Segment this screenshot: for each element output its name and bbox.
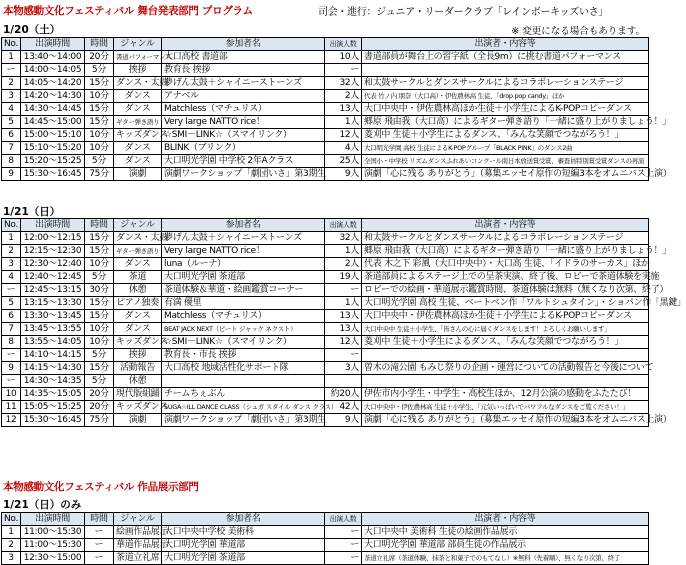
column-header-time: 出演時間 (21, 513, 85, 526)
table-row (2, 232, 649, 245)
cell-time: 14:05～14:20 (21, 77, 85, 90)
table-row (2, 129, 649, 142)
cell-content: 演劇「心に残る ありがとう」（募集エッセイ原作の短編3本をオムニバス上演） (362, 168, 649, 181)
table-row (2, 64, 649, 77)
table-row (2, 142, 649, 155)
cell-participant: BLINK（ブリンク） (162, 142, 325, 155)
cell-no: ー (2, 349, 21, 362)
table-row (2, 168, 649, 181)
cell-count: 12人 (325, 129, 362, 142)
cell-time: 15:30～16:45 (21, 414, 85, 427)
column-header-duration: 時間 (85, 38, 114, 51)
column-header-time: 出演時間 (21, 38, 85, 51)
cell-no: 6 (2, 129, 21, 142)
cell-participant: ☆SMI－LINK☆（スマイリンク） (162, 129, 325, 142)
cell-count: 13人 (325, 323, 362, 336)
cell-no: ー (2, 64, 21, 77)
cell-participant: 大口高校 地域活性化サポート隊 (162, 362, 325, 375)
column-header-content: 出演者・内容等 (362, 219, 649, 232)
cell-participant: アナベル (162, 90, 325, 103)
cell-content: 大口中央中・伊佐農林高ほか生徒＋小学生によるK-POPコピーダンス (362, 103, 649, 116)
cell-content: 郷原 飛由我（大口高）によるギター弾き語り「一緒に盛り上がりましょう！」 (362, 245, 649, 258)
cell-time: 14:30～14:35 (21, 375, 85, 388)
cell-duration: 15分 (85, 245, 114, 258)
cell-participant: 教育長 挨拶 (162, 64, 325, 77)
cell-time: 14:15～14:30 (21, 362, 85, 375)
cell-content: 代表 木之下 彩風（大口中央中）・大口高 生徒、「イドラのサーカス」ほか (362, 258, 649, 271)
column-header-genre: ジャンル (114, 219, 162, 232)
cell-count (325, 375, 362, 388)
cell-participant: ☆SMI－LINK☆（スマイリンク） (162, 336, 325, 349)
program-title: 本物感動文化フェスティバル 舞台発表部門 プログラム (3, 5, 253, 17)
cell-duration: 15分 (85, 103, 114, 116)
cell-time: 12:15～12:30 (21, 245, 85, 258)
cell-participant: 大口中央中学校 美術科 (162, 526, 325, 539)
cell-content: 和太鼓サークルとダンスサークルによるコラボレーションステージ (362, 77, 649, 90)
table-row (2, 51, 649, 64)
cell-count: 4人 (325, 142, 362, 155)
cell-duration: 15分 (85, 297, 114, 310)
table-row (2, 77, 649, 90)
cell-duration: 75分 (85, 168, 114, 181)
header-row (2, 219, 649, 232)
cell-count: 10人 (325, 51, 362, 64)
cell-duration: 10分 (85, 142, 114, 155)
cell-genre: 挨拶 (114, 64, 162, 77)
cell-no: 10 (2, 388, 21, 401)
cell-time: 13:40～14:00 (21, 51, 85, 64)
column-header-no: No. (2, 38, 21, 51)
cell-content: 菱刈中 生徒＋小学生によるダンス、「みんな笑顔でつながろう！」 (362, 129, 649, 142)
cell-genre: 華道作品展示 (114, 539, 162, 552)
cell-time: 12:00～12:15 (21, 232, 85, 245)
cell-no: 9 (2, 362, 21, 375)
cell-duration: 5分 (85, 64, 114, 77)
cell-count: 13人 (325, 310, 362, 323)
cell-duration: 15分 (85, 310, 114, 323)
cell-content: 伊佐市内小学生・中学生・高校生ほか、12月公演の感動をふたたび！ (362, 388, 649, 401)
cell-no: 3 (2, 90, 21, 103)
cell-no: 2 (2, 77, 21, 90)
cell-genre: 活動報告 (114, 362, 162, 375)
cell-genre: 絵画作品展示 (114, 526, 162, 539)
cell-duration: 15分 (85, 77, 114, 90)
cell-content: 大口明光学園 華道部 部員生徒の作品展示 (362, 539, 649, 552)
exhibit-title: 本物感動文化フェスティバル 作品展示部門 (3, 481, 199, 493)
cell-count: 1人 (325, 116, 362, 129)
cell-genre: ダンス (114, 323, 162, 336)
cell-duration: 15分 (85, 116, 114, 129)
cell-no: 3 (2, 258, 21, 271)
cell-count: 12人 (325, 336, 362, 349)
cell-no: 1 (2, 232, 21, 245)
cell-content: 大口明光学園 高校 生徒によるK-POPグループ「BLACK PINK」のダンス2曲 (362, 142, 649, 155)
column-header-no: No. (2, 513, 21, 526)
cell-participant: 大口明光学園 茶道部 (162, 552, 325, 565)
cell-genre: 書道パフォーマンス (114, 51, 162, 64)
table-row (2, 297, 649, 310)
cell-content: 大口中央中 生徒＋小学生、「皆さんの心に届くダンスをします！よろしくお願いします」 (362, 323, 649, 336)
column-header-time: 出演時間 (21, 219, 85, 232)
cell-time: 14:00～14:05 (21, 64, 85, 77)
column-header-count: 出演人数 (325, 219, 362, 232)
cell-genre: 演劇 (114, 168, 162, 181)
cell-genre: 演劇 (114, 414, 162, 427)
cell-duration: 20分 (85, 388, 114, 401)
cell-genre: 現代版組踊 (114, 388, 162, 401)
cell-no: 6 (2, 310, 21, 323)
cell-genre: キッズダンス (114, 401, 162, 414)
cell-content: ロビーでの絵画・華道展示鑑賞時間、茶道体験は無料（無くなり次第、終了） (362, 284, 649, 297)
cell-time: 14:30～14:45 (21, 103, 85, 116)
cell-duration: 10分 (85, 336, 114, 349)
table-row (2, 401, 649, 414)
cell-duration: 5分 (85, 349, 114, 362)
table-row (2, 323, 649, 336)
cell-time: 13:15～13:30 (21, 297, 85, 310)
column-header-genre: ジャンル (114, 513, 162, 526)
cell-duration: 10分 (85, 323, 114, 336)
cell-duration: ー (85, 526, 114, 539)
cell-content: 茶道立礼席（茶道体験、抹茶と和菓子でのもてなし）※無料（先着順）、無くなり次第、終了 (362, 552, 649, 565)
cell-time: 12:45～13:15 (21, 284, 85, 297)
column-header-participant: 参加者名 (162, 38, 325, 51)
table-row (2, 349, 649, 362)
cell-participant: 大口明光学園 華道部 (162, 539, 325, 552)
cell-duration: 15分 (85, 232, 114, 245)
cell-participant: 大口明光学園 茶道部 (162, 271, 325, 284)
cell-genre: キッズダンス (114, 129, 162, 142)
cell-time: 11:00～15:30 (21, 526, 85, 539)
cell-time: 13:45～13:55 (21, 323, 85, 336)
cell-count: 9人 (325, 168, 362, 181)
cell-count: 32人 (325, 232, 362, 245)
cell-participant: BEAT JACK NEXT（ビート ジャック ネクスト） (162, 323, 325, 336)
cell-participant: 大口明光学園 中学校 2年Aクラス (162, 155, 325, 168)
cell-time: 12:40～12:45 (21, 271, 85, 284)
cell-no: 2 (2, 245, 21, 258)
cell-content: 菱刈中 生徒＋小学生によるダンス、「みんな笑顔でつながろう！」 (362, 336, 649, 349)
cell-no: 4 (2, 103, 21, 116)
cell-genre: ダンス・太鼓 (114, 232, 162, 245)
cell-no: 9 (2, 168, 21, 181)
cell-content: 茶道部員によるステージ上での呈茶実演、終了後、ロビーで茶道体験を実施 (362, 271, 649, 284)
cell-no: 8 (2, 336, 21, 349)
cell-count: 2人 (325, 90, 362, 103)
cell-duration: 10分 (85, 129, 114, 142)
table-row (2, 90, 649, 103)
cell-count: ー (325, 349, 362, 362)
cell-count: 13人 (325, 103, 362, 116)
cell-participant: 演劇ワークショップ「劇団いさ」第3期生 (162, 168, 325, 181)
cell-duration: 5分 (85, 155, 114, 168)
cell-content: 書道部員が舞台上の習字紙（全長9m）に挑む書道パフォーマンス (362, 51, 649, 64)
cell-no: 5 (2, 116, 21, 129)
cell-time: 14:35～15:05 (21, 388, 85, 401)
cell-duration: 5分 (85, 271, 114, 284)
cell-time: 14:45～15:00 (21, 116, 85, 129)
cell-genre: ピアノ独奏 (114, 297, 162, 310)
cell-genre: 休憩 (114, 284, 162, 297)
column-header-count: 出演人数 (325, 38, 362, 51)
cell-duration: 75分 (85, 414, 114, 427)
cell-no: 3 (2, 552, 21, 565)
cell-participant: 有満 優里 (162, 297, 325, 310)
cell-no: 7 (2, 323, 21, 336)
cell-time: 14:10～14:15 (21, 349, 85, 362)
cell-genre: 休憩 (114, 375, 162, 388)
table-row (2, 336, 649, 349)
table-row (2, 526, 649, 539)
cell-count: 2人 (325, 258, 362, 271)
cell-duration: 10分 (85, 90, 114, 103)
table-row (2, 271, 649, 284)
table-row (2, 388, 649, 401)
cell-time: 14:20～14:30 (21, 90, 85, 103)
column-header-genre: ジャンル (114, 38, 162, 51)
column-header-no: No. (2, 219, 21, 232)
cell-genre: 挨拶 (114, 349, 162, 362)
day1-program-table (1, 37, 672, 181)
cell-no: 1 (2, 526, 21, 539)
cell-genre: 茶道 (114, 271, 162, 284)
cell-genre: ダンス・太鼓 (114, 77, 162, 90)
column-header-content: 出演者・内容等 (362, 38, 649, 51)
exhibit-table (1, 512, 649, 565)
table-row (2, 552, 649, 565)
column-header-participant: 参加者名 (162, 219, 325, 232)
cell-participant (162, 375, 325, 388)
table-row (2, 284, 649, 297)
cell-count: ー (325, 539, 362, 552)
cell-count: ー (325, 552, 362, 565)
cell-participant: Very large NATTO rice！ (162, 116, 325, 129)
change-note: ※ 変更になる場合もあります。 (511, 26, 645, 37)
cell-participant: 演劇ワークショップ「劇団いさ」第3期生 (162, 414, 325, 427)
cell-content: 大口明光学園 高校 生徒、ベートベン作「ワルトシュタイン」・ショパン作「黒鍵」 (362, 297, 649, 310)
cell-genre: ダンス (114, 103, 162, 116)
table-row (2, 245, 649, 258)
cell-content: 大口中央中・伊佐農林高 生徒＋小学生、「元気いっぱいでパワフルなダンスをご覧ください！」 (362, 401, 649, 414)
cell-content: 和太鼓サークルとダンスサークルによるコラボレーションステージ (362, 232, 649, 245)
table-row (2, 362, 649, 375)
cell-genre: ダンス (114, 310, 162, 323)
table-row (2, 116, 649, 129)
cell-count: 1人 (325, 245, 362, 258)
cell-participant: SUGA☆ILL DANCE CLASS（シュガ スタイル ダンス クラス） (162, 401, 325, 414)
cell-time: 15:05～15:25 (21, 401, 85, 414)
cell-count: 19人 (325, 271, 362, 284)
cell-count: 42人 (325, 401, 362, 414)
table-row (2, 375, 649, 388)
cell-content: 大口中央中 美術科 生徒の絵画作品展示 (362, 526, 649, 539)
table-row (2, 258, 649, 271)
cell-time: 12:30～12:40 (21, 258, 85, 271)
cell-genre: ギター弾き語り (114, 116, 162, 129)
cell-duration: 5分 (85, 375, 114, 388)
cell-no: 11 (2, 401, 21, 414)
cell-content: 代表 竹ノ内 朋奈（大口高）・伊佐農林高 生徒、「drop pop candy」ほか (362, 90, 649, 103)
cell-time: 12:30～15:00 (21, 552, 85, 565)
cell-no: 4 (2, 271, 21, 284)
day2-date: 1/21（日） (3, 206, 61, 218)
cell-time: 15:20～15:25 (21, 155, 85, 168)
cell-time: 13:55～14:05 (21, 336, 85, 349)
cell-genre: ダンス (114, 258, 162, 271)
cell-count: 25人 (325, 155, 362, 168)
day2-program-table (1, 218, 686, 427)
cell-content: 演劇「心に残る ありがとう」（募集エッセイ原作の短編3本をオムニバス上演） (362, 414, 649, 427)
cell-duration: ー (85, 539, 114, 552)
table-row (2, 103, 649, 116)
cell-participant: luna（ルーナ） (162, 258, 325, 271)
cell-duration: 15分 (85, 362, 114, 375)
cell-content: 大口中央中・伊佐農林高ほか生徒＋小学生によるK-POPコピーダンス (362, 310, 649, 323)
cell-content: 全国小・中学校 リズムダンスふれあいコンクール南日本放送賞受賞、審査員特別賞受賞ダンスの再演 (362, 155, 649, 168)
cell-time: 15:00～15:10 (21, 129, 85, 142)
cell-no: 7 (2, 142, 21, 155)
table-row (2, 310, 649, 323)
cell-no: 2 (2, 539, 21, 552)
cell-no: 8 (2, 155, 21, 168)
cell-count: 32人 (325, 77, 362, 90)
cell-time: 15:30～16:45 (21, 168, 85, 181)
cell-participant: Matchless（マチュリス） (162, 103, 325, 116)
cell-genre: 茶道立礼席 (114, 552, 162, 565)
cell-content (362, 64, 649, 77)
header-row (2, 38, 649, 51)
cell-no: 12 (2, 414, 21, 427)
cell-count: ー (325, 284, 362, 297)
cell-no: 1 (2, 51, 21, 64)
cell-count: 約20人 (325, 388, 362, 401)
table-row (2, 155, 649, 168)
header-row (2, 513, 649, 526)
cell-content: 曽木の滝公園 もみじ祭りの企画・運営についての活動報告と今後について (362, 362, 649, 375)
cell-count: ー (325, 64, 362, 77)
cell-participant: Very large NATTO rice！ (162, 245, 325, 258)
cell-count: 1人 (325, 297, 362, 310)
cell-participant: 夢げん太鼓＋シャイニーストーンズ (162, 232, 325, 245)
cell-duration: 20分 (85, 51, 114, 64)
cell-count: 3人 (325, 362, 362, 375)
cell-genre: ダンス (114, 142, 162, 155)
exhibit-date: 1/21（日）のみ (3, 499, 82, 511)
cell-participant: 夢げん太鼓＋シャイニーストーンズ (162, 77, 325, 90)
cell-no: ー (2, 375, 21, 388)
cell-count: ー (325, 526, 362, 539)
cell-duration: ー (85, 552, 114, 565)
cell-content: 郷原 飛由我（大口高）によるギター弾き語り「一緒に盛り上がりましょう！」 (362, 116, 649, 129)
table-row (2, 414, 649, 427)
cell-duration: 30分 (85, 284, 114, 297)
table-row (2, 539, 649, 552)
cell-duration: 10分 (85, 258, 114, 271)
cell-participant: 教育長・市長 挨拶 (162, 349, 325, 362)
cell-no: 5 (2, 297, 21, 310)
column-header-duration: 時間 (85, 513, 114, 526)
cell-time: 15:10～15:20 (21, 142, 85, 155)
column-header-count: 出演人数 (325, 513, 362, 526)
mc-credit: 司会・進行：ジュニア・リーダークラブ「レインボーキッズいさ」 (318, 7, 609, 18)
cell-content (362, 349, 649, 362)
cell-genre: ギター弾き語り (114, 245, 162, 258)
cell-genre: キッズダンス (114, 336, 162, 349)
cell-participant: 大口高校 書道部 (162, 51, 325, 64)
column-header-duration: 時間 (85, 219, 114, 232)
cell-participant: チームちぇぶん (162, 388, 325, 401)
column-header-content: 出演者・内容等 (362, 513, 649, 526)
cell-content (362, 375, 649, 388)
cell-duration: 20分 (85, 401, 114, 414)
day1-date: 1/20（土） (3, 24, 61, 36)
cell-genre: ダンス (114, 155, 162, 168)
column-header-participant: 参加者名 (162, 513, 325, 526)
cell-no: ー (2, 284, 21, 297)
cell-count: 9人 (325, 414, 362, 427)
cell-participant: Matchless（マチュリス） (162, 310, 325, 323)
cell-time: 13:30～13:45 (21, 310, 85, 323)
cell-time: 11:00～15:30 (21, 539, 85, 552)
cell-genre: ダンス (114, 90, 162, 103)
cell-participant: 茶道体験＆華道・絵画鑑賞コーナー (162, 284, 325, 297)
